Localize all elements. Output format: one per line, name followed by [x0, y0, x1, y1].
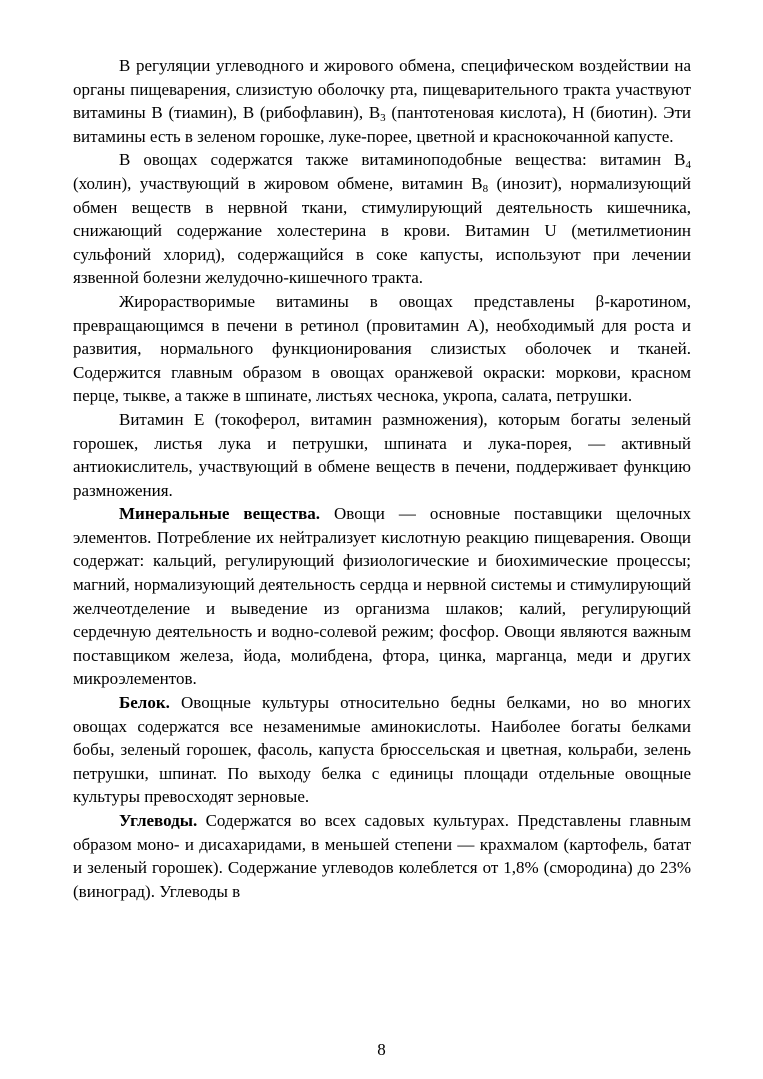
paragraph-minerals: [73, 502, 691, 691]
paragraph-vitamin-e: [73, 408, 691, 502]
text-run: В регуляции углеводного и жирового обмена, специфическом воздействии на органы пищеварения, слизистую оболочку рта, пищеварительного тракта участвуют витамины B (тиамин), B (рибофлавин), B: [73, 56, 691, 123]
subscript: 4: [685, 159, 691, 172]
text-run: Овощи — основные поставщики щелочных элементов. Потребление их нейтрализует кислотную реакцию пищеварения. Овощи содержат: кальций, регулирующий физиологические и биохимические процессы; магний, нормализующий деятельность сердца и нервной системы и стимулирующий желчеотделение и выведение из организма шлаков; калий, регулирующий сердечную деятельность и водно-солевой режим; фосфор. Овощи являются важным поставщиком железа, йода, молибдена, фтора, цинка, марганца, меди и других микроэлементов.: [73, 504, 691, 689]
section-heading-carbohydrates: Углеводы.: [119, 811, 198, 830]
subscript: 3: [380, 112, 386, 125]
text-run: Овощные культуры относительно бедны белками, но во многих овощах содержатся все незаменимые аминокислоты. Наиболее богаты белками бобы, зеленый горошек, фасоль, капуста брюссельская и цветная, кольраби, зелень петрушки, шпинат. По выходу белка с единицы площади отдельные овощные культуры превосходят зерновые.: [73, 693, 691, 807]
text-run: Витамин E (токоферол, витамин размножения), которым богаты зеленый горошек, листья лука и петрушки, шпината и лука-порея, — активный антиокислитель, участвующий в обмене веществ в печени, поддерживает функцию размножения.: [73, 409, 691, 500]
paragraph-b-vitamins: [73, 54, 691, 148]
paragraph-vitamin-like-substances: [73, 148, 691, 290]
subscript: 8: [482, 182, 489, 195]
paragraph-carbohydrates: [73, 809, 691, 903]
section-heading-minerals: Минеральные вещества.: [119, 504, 321, 524]
text-run: Жирорастворимые витамины в овощах представлены β-каротином, превращающимся в печени в ретинол (провитамин A), необходимый для роста и развития, нормального функционирования слизистых оболочек и тканей. Содержится главным образом в овощах оранжевой окраски: моркови, красном перце, тыкве, а также в шпинате, листьях чеснока, укропа, салата, петрушки.: [73, 291, 691, 406]
section-heading-protein: Белок.: [119, 693, 170, 713]
paragraph-protein: [73, 691, 691, 809]
text-run: (пантотеновая кислота), H (биотин). Эти витамины есть в зеленом горошке, луке-порее, цветной и краснокочанной капусте.: [73, 103, 691, 146]
paragraph-fat-soluble-vitamins: [73, 290, 691, 408]
text-run: (холин), участвующий в жировом обмене, витамин B: [73, 173, 483, 193]
text-run: В овощах содержатся также витаминоподобные вещества: витамин B: [119, 150, 686, 170]
page-body: [73, 54, 691, 903]
page-number: 8: [377, 1040, 386, 1059]
text-run: Содержатся во всех садовых культурах. Представлены главным образом моно- и дисахаридами, в меньшей степени — крахмалом (картофель, батат и зеленый горошек). Содержание углеводов колеблется от 1,8% (смородина) до 23% (виноград). Углеводы в: [73, 811, 691, 901]
text-run: (инозит), нормализующий обмен веществ в нервной ткани, стимулирующий деятельность кишечника, снижающий содержание холестерина в крови. Витамин U (метилметионин сульфоний хлорид), содержащийся в соке капусты, используют при лечении язвенной болезни желудочно-кишечного тракта.: [73, 173, 691, 288]
